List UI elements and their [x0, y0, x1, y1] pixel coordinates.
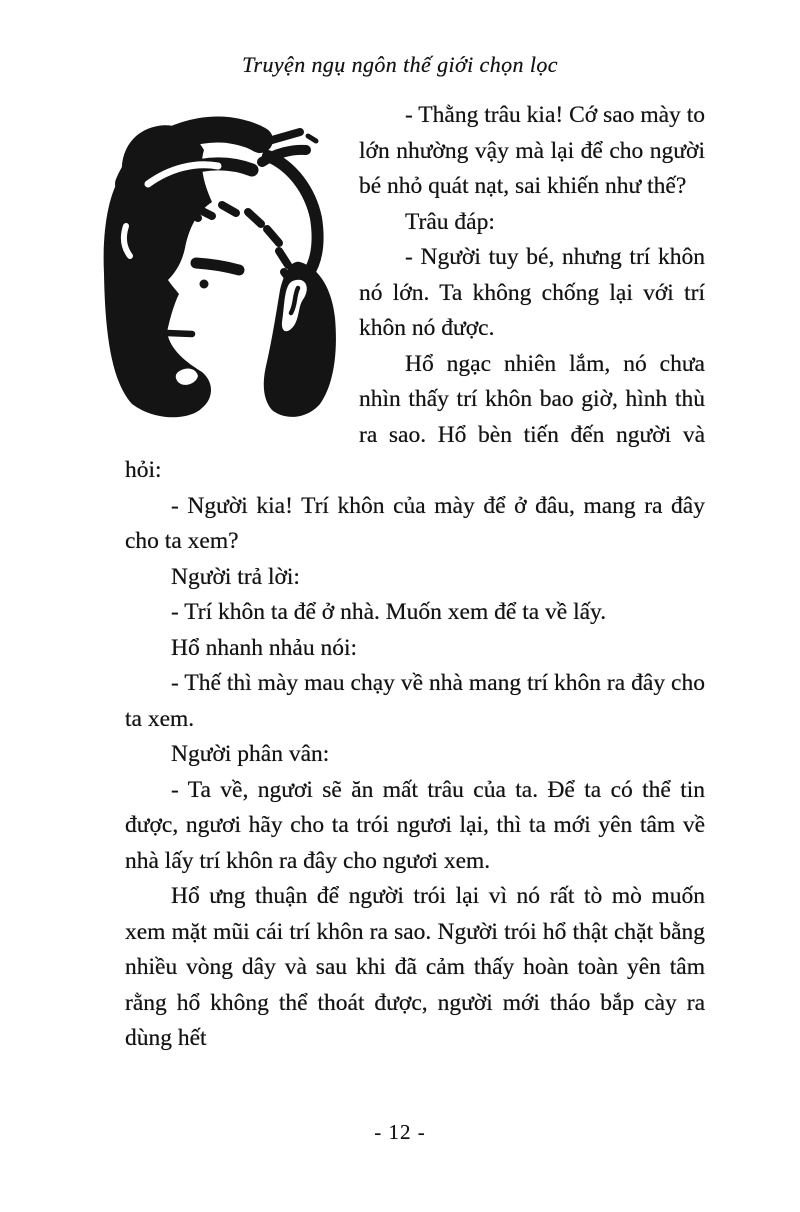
paragraph: - Ta về, ngươi sẽ ăn mất trâu của ta. Để ta có thể tin được, ngươi hãy cho ta trói ngươi lại, thì ta mới yên tâm về nhà lấy trí khôn ra đây cho ngươi xem.	[125, 776, 705, 874]
paragraph: Hổ nhanh nhảu nói:	[171, 634, 358, 661]
paragraph: - Người tuy bé, nhưng trí khôn nó lớn. Ta không chống lại với trí khôn nó được.	[359, 244, 705, 341]
paragraph: - Trí khôn ta để ở nhà. Muốn xem để ta về lấy.	[171, 599, 607, 625]
page-body	[125, 98, 705, 1057]
paragraph: Người phân vân:	[171, 741, 330, 767]
head-outline-right	[268, 156, 318, 274]
paragraph: - Thế thì mày mau chạy về nhà mang trí khôn ra đây cho ta xem.	[125, 670, 705, 732]
paragraph: Hổ ngạc nhiên lắm, nó chưa nhìn thấy trí khôn bao giờ, hình thù ra sao. Hổ bèn tiến đến người và hỏi:	[125, 350, 705, 483]
paragraph: - Thằng trâu kia! Cớ sao mày to lớn nhường vậy mà lại để cho người bé nhỏ quát nạt, sai khiến như thế?	[359, 102, 705, 199]
paragraph: - Người kia! Trí khôn của mày để ở đâu, mang ra đây cho ta xem?	[125, 492, 705, 554]
boy-head-ink-drawing-icon	[100, 122, 345, 422]
page-number: - 12 -	[374, 1120, 426, 1144]
paragraph: Người trả lời:	[171, 563, 300, 590]
eye-dot	[200, 280, 209, 289]
boy-head-illustration	[100, 122, 345, 422]
paragraph: Trâu đáp:	[405, 208, 495, 235]
mouth-line	[167, 333, 192, 334]
eyebrow	[196, 263, 239, 270]
running-header: Truyện ngụ ngôn thế giới chọn lọc	[242, 52, 558, 77]
paragraph: Hổ ưng thuận để người trói lại vì nó rất tò mò muốn xem mặt mũi cái trí khôn ra sao. Người trói hổ thật chặt bằng nhiều vòng dây và sau khi đã cảm thấy hoàn toàn yên tâm rằng hổ không thể thoát được, người mới tháo bắp cày ra dùng hết	[125, 883, 705, 1051]
